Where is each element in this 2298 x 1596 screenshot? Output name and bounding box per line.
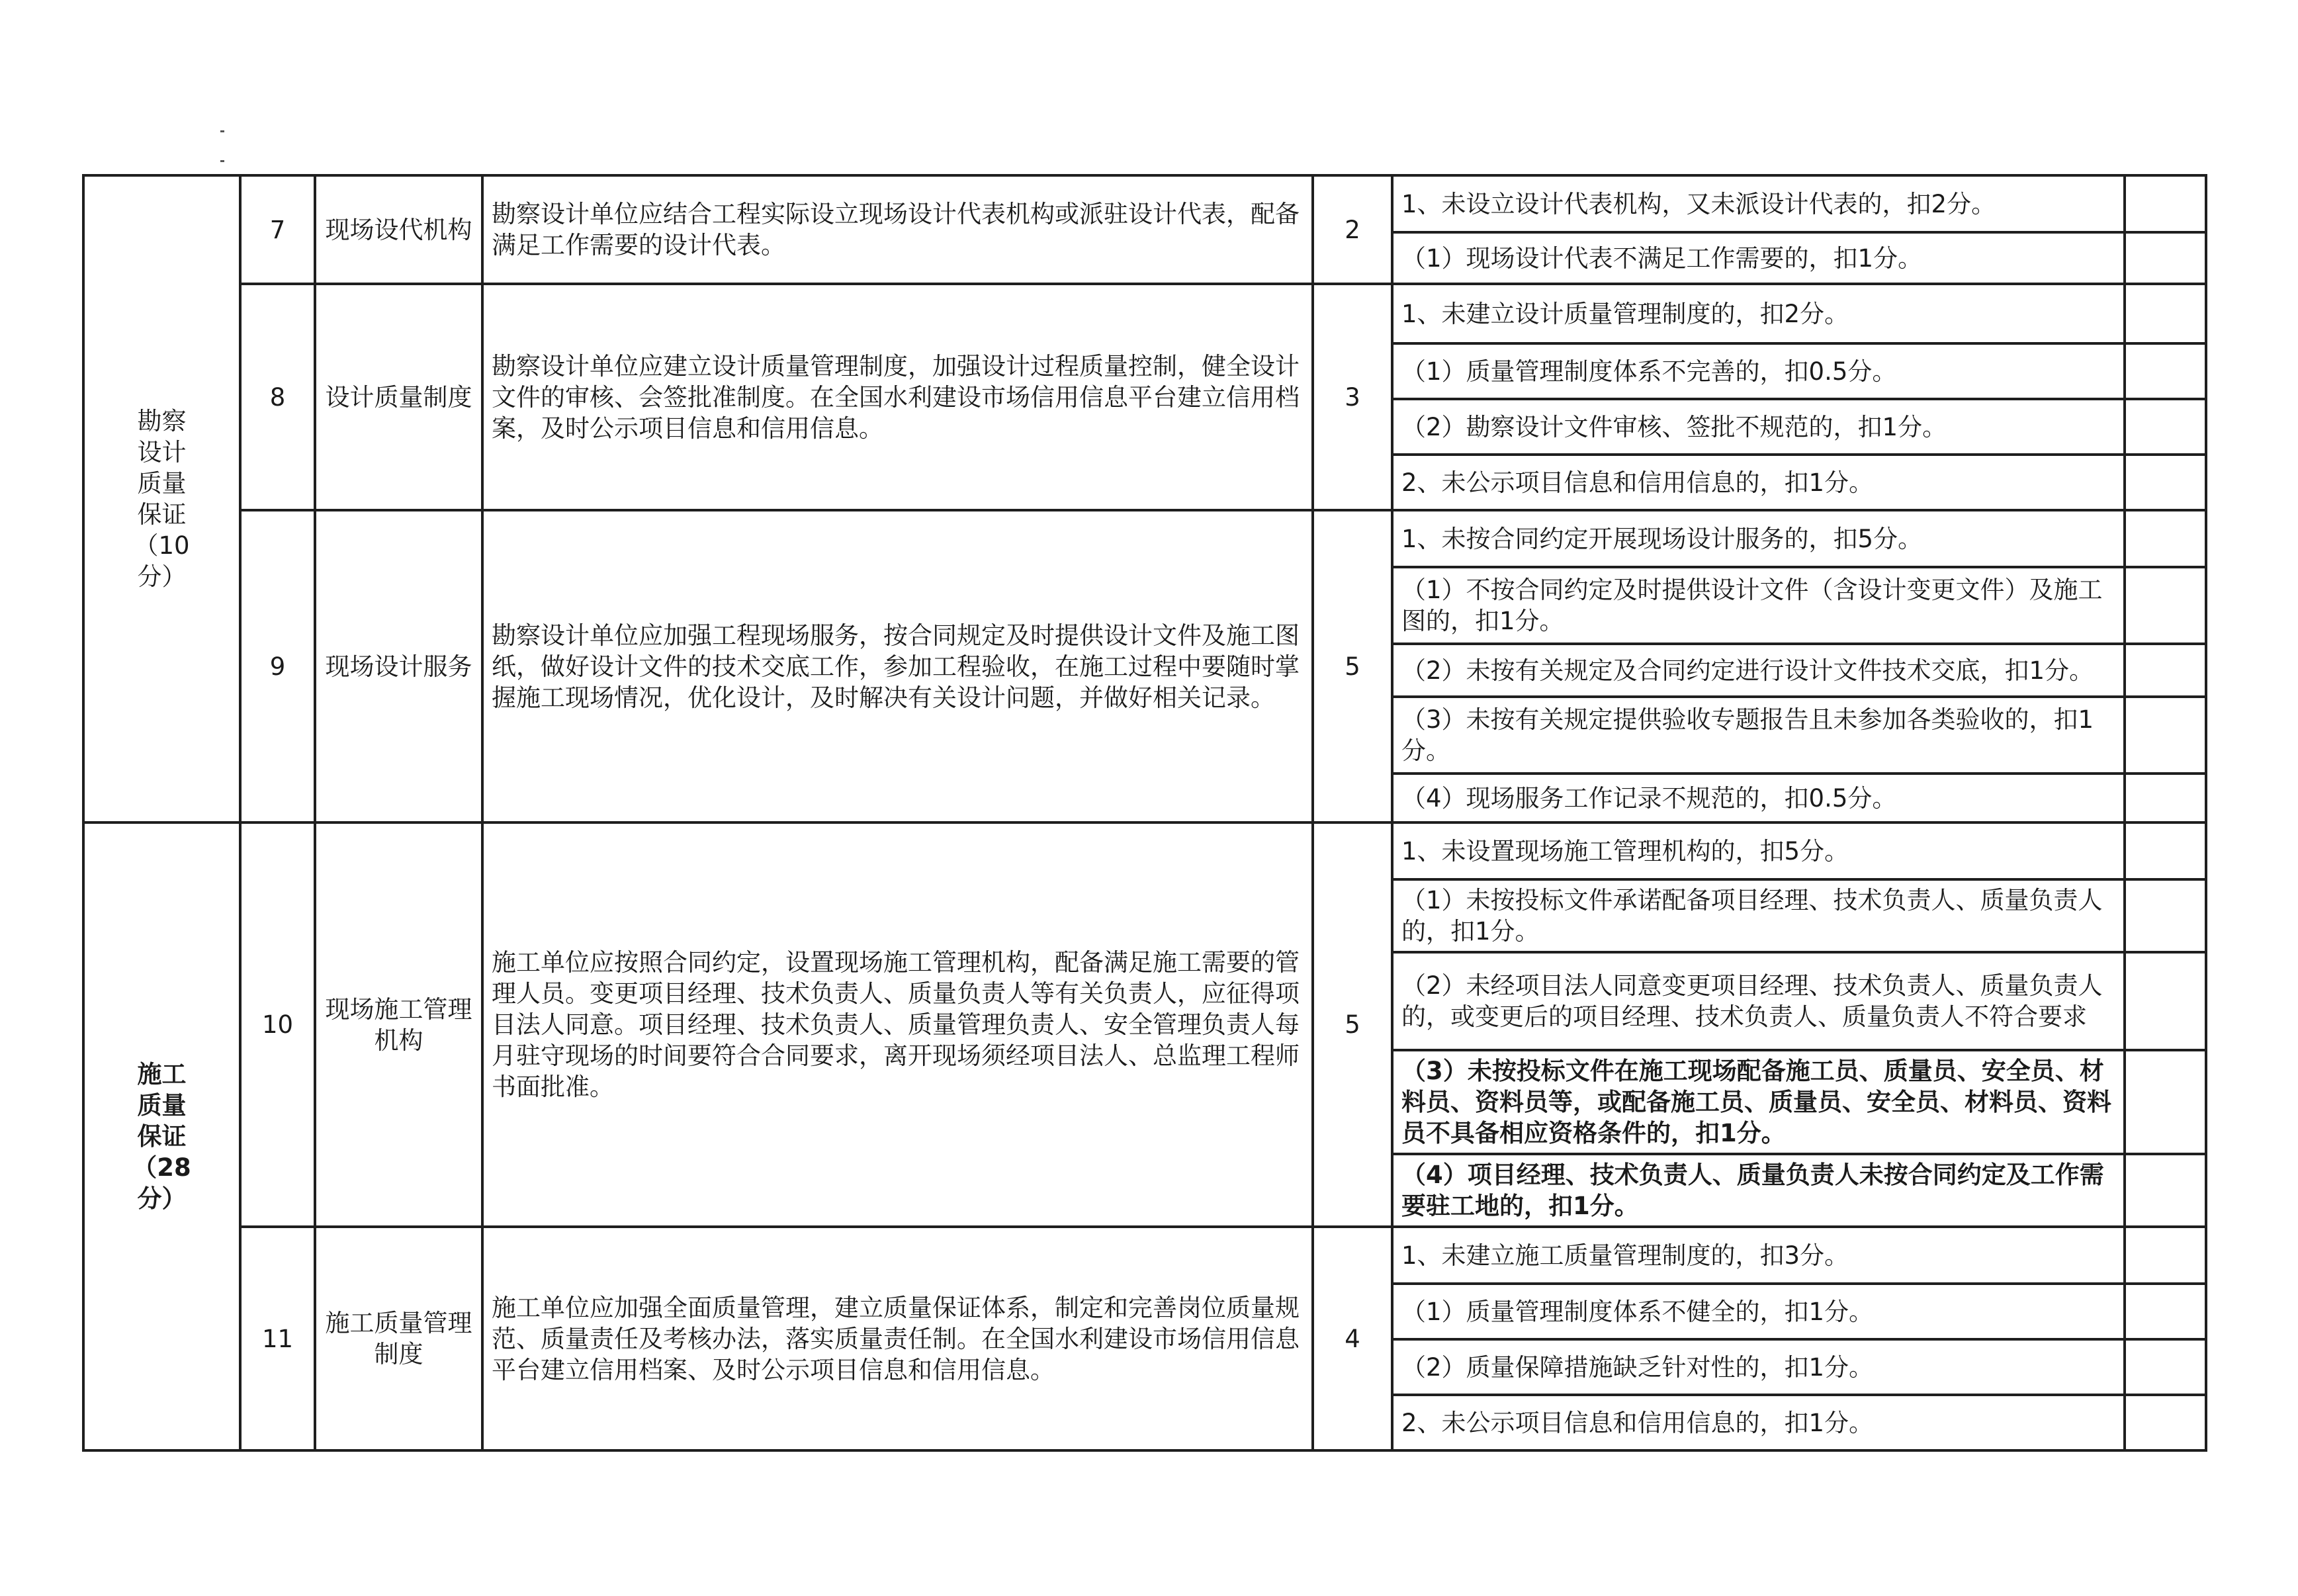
score-cell bbox=[2125, 1154, 2206, 1227]
criterion: （1）质量管理制度体系不完善的，扣0.5分。 bbox=[1392, 343, 2125, 399]
score-cell bbox=[2125, 343, 2206, 399]
score-cell bbox=[2125, 644, 2206, 697]
scoring-table bbox=[82, 174, 2207, 1452]
item-name: 现场施工管理机构 bbox=[315, 822, 482, 1227]
item-points: 2 bbox=[1313, 175, 1392, 284]
score-cell bbox=[2125, 1395, 2206, 1450]
criterion: （2）勘察设计文件审核、签批不规范的，扣1分。 bbox=[1392, 399, 2125, 455]
score-cell bbox=[2125, 1339, 2206, 1395]
criterion: （1）不按合同约定及时提供设计文件（含设计变更文件）及施工图的，扣1分。 bbox=[1392, 567, 2125, 644]
criterion: （4）现场服务工作记录不规范的，扣0.5分。 bbox=[1392, 774, 2125, 822]
criterion: （1）未按投标文件承诺配备项目经理、技术负责人、质量负责人的，扣1分。 bbox=[1392, 879, 2125, 952]
criterion: （3）未按有关规定提供验收专题报告且未参加各类验收的，扣1分。 bbox=[1392, 697, 2125, 774]
category-cell bbox=[83, 822, 240, 1450]
criterion: 1、未建立施工质量管理制度的，扣3分。 bbox=[1392, 1227, 2125, 1284]
criterion: 2、未公示项目信息和信用信息的，扣1分。 bbox=[1392, 455, 2125, 510]
criterion: 1、未建立设计质量管理制度的，扣2分。 bbox=[1392, 284, 2125, 343]
score-cell bbox=[2125, 510, 2206, 567]
criterion: （4）项目经理、技术负责人、质量负责人未按合同约定及工作需要驻工地的，扣1分。 bbox=[1392, 1154, 2125, 1227]
criterion: （2）未经项目法人同意变更项目经理、技术负责人、质量负责人的，或变更后的项目经理、技术负责人、质量负责人不符合要求 bbox=[1392, 952, 2125, 1050]
score-cell bbox=[2125, 1050, 2206, 1154]
score-cell bbox=[2125, 774, 2206, 822]
scan-speck bbox=[220, 130, 224, 132]
table-row bbox=[83, 510, 2206, 567]
score-cell bbox=[2125, 284, 2206, 343]
criterion: 1、未设立设计代表机构，又未派设计代表的，扣2分。 bbox=[1392, 175, 2125, 232]
criterion: （2）未按有关规定及合同约定进行设计文件技术交底，扣1分。 bbox=[1392, 644, 2125, 697]
criterion: 1、未设置现场施工管理机构的，扣5分。 bbox=[1392, 822, 2125, 879]
score-cell bbox=[2125, 952, 2206, 1050]
item-number: 8 bbox=[240, 284, 315, 510]
item-requirement: 施工单位应按照合同约定，设置现场施工管理机构，配备满足施工需要的管理人员。变更项目经理、技术负责人、质量负责人等有关负责人，应征得项目法人同意。项目经理、技术负责人、质量管理负责人、安全管理负责人每月驻守现场的时间要符合合同要求，离开现场须经项目法人、总监理工程师书面批准。 bbox=[482, 822, 1313, 1227]
score-cell bbox=[2125, 455, 2206, 510]
table-row bbox=[83, 284, 2206, 343]
table-row bbox=[83, 822, 2206, 879]
score-cell bbox=[2125, 1284, 2206, 1339]
item-number: 10 bbox=[240, 822, 315, 1227]
item-requirement: 施工单位应加强全面质量管理，建立质量保证体系，制定和完善岗位质量规范、质量责任及考核办法，落实质量责任制。在全国水利建设市场信用信息平台建立信用档案、及时公示项目信息和信用信息。 bbox=[482, 1227, 1313, 1450]
item-requirement: 勘察设计单位应结合工程实际设立现场设计代表机构或派驻设计代表，配备满足工作需要的设计代表。 bbox=[482, 175, 1313, 284]
item-points: 4 bbox=[1313, 1227, 1392, 1450]
score-cell bbox=[2125, 1227, 2206, 1284]
criterion: （1）质量管理制度体系不健全的，扣1分。 bbox=[1392, 1284, 2125, 1339]
table-row bbox=[83, 1227, 2206, 1284]
item-number: 7 bbox=[240, 175, 315, 284]
score-cell bbox=[2125, 567, 2206, 644]
category-cell bbox=[83, 175, 240, 822]
criterion: （1）现场设计代表不满足工作需要的，扣1分。 bbox=[1392, 232, 2125, 284]
score-cell bbox=[2125, 175, 2206, 232]
criterion: 2、未公示项目信息和信用信息的，扣1分。 bbox=[1392, 1395, 2125, 1450]
item-requirement: 勘察设计单位应加强工程现场服务，按合同规定及时提供设计文件及施工图纸，做好设计文件的技术交底工作，参加工程验收，在施工过程中要随时掌握施工现场情况，优化设计，及时解决有关设计问题，并做好相关记录。 bbox=[482, 510, 1313, 822]
category-label: 勘察设计质量保证（10分） bbox=[134, 407, 190, 591]
item-requirement: 勘察设计单位应建立设计质量管理制度，加强设计过程质量控制，健全设计文件的审核、会签批准制度。在全国水利建设市场信用信息平台建立信用档案，及时公示项目信息和信用信息。 bbox=[482, 284, 1313, 510]
item-number: 11 bbox=[240, 1227, 315, 1450]
criterion: （2）质量保障措施缺乏针对性的，扣1分。 bbox=[1392, 1339, 2125, 1395]
item-points: 5 bbox=[1313, 822, 1392, 1227]
criterion: 1、未按合同约定开展现场设计服务的，扣5分。 bbox=[1392, 510, 2125, 567]
score-cell bbox=[2125, 879, 2206, 952]
item-name: 现场设计服务 bbox=[315, 510, 482, 822]
item-points: 5 bbox=[1313, 510, 1392, 822]
item-name: 设计质量制度 bbox=[315, 284, 482, 510]
item-name: 施工质量管理制度 bbox=[315, 1227, 482, 1450]
category-label: 施工质量保证（28分） bbox=[132, 1060, 191, 1213]
criterion: （3）未按投标文件在施工现场配备施工员、质量员、安全员、材料员、资料员等，或配备施工员、质量员、安全员、材料员、资料员不具备相应资格条件的，扣1分。 bbox=[1392, 1050, 2125, 1154]
score-cell bbox=[2125, 697, 2206, 774]
score-cell bbox=[2125, 822, 2206, 879]
scan-speck bbox=[220, 160, 224, 162]
item-number: 9 bbox=[240, 510, 315, 822]
score-cell bbox=[2125, 232, 2206, 284]
score-cell bbox=[2125, 399, 2206, 455]
item-name: 现场设代机构 bbox=[315, 175, 482, 284]
table-row bbox=[83, 175, 2206, 232]
item-points: 3 bbox=[1313, 284, 1392, 510]
